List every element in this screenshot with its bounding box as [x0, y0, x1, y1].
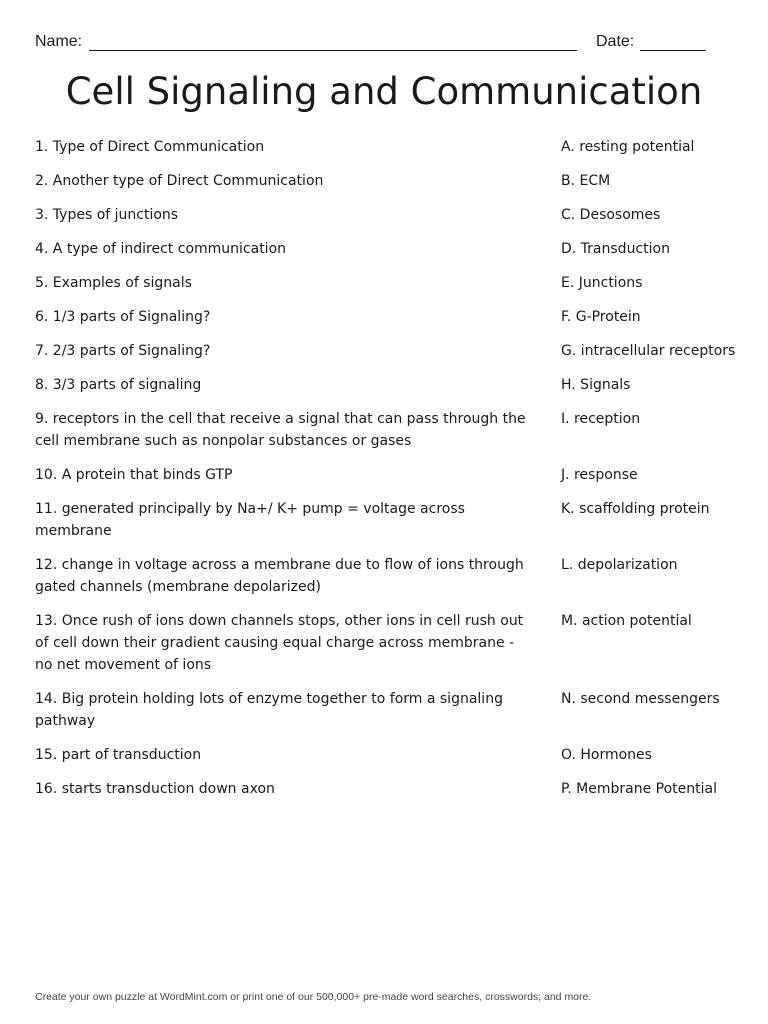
- answer-option: L. depolarization: [561, 557, 678, 573]
- matching-row: [35, 464, 755, 486]
- question-text: 1. Type of Direct Communication: [35, 139, 265, 155]
- matching-row: [35, 238, 755, 260]
- answer-option: C. Desosomes: [561, 207, 661, 223]
- answer-option: M. action potential: [561, 613, 692, 629]
- matching-row: [35, 306, 755, 328]
- answer-option: B. ECM: [561, 173, 611, 189]
- question-text: 7. 2/3 parts of Signaling?: [35, 343, 211, 359]
- date-blank-line: [640, 50, 706, 51]
- answer-option: J. response: [561, 467, 638, 483]
- matching-row: [35, 204, 755, 226]
- question-text: 3. Types of junctions: [35, 207, 179, 223]
- name-blank-line: [89, 50, 577, 51]
- question-text: 11. generated principally by Na+/ K+ pump = voltage across membrane: [35, 501, 465, 539]
- question-text: 13. Once rush of ions down channels stops, other ions in cell rush out of cell down their gradient causing equal charge across membrane - no net movement of ions: [35, 613, 524, 673]
- matching-row: [35, 744, 755, 766]
- matching-row: [35, 554, 755, 598]
- question-text: 14. Big protein holding lots of enzyme together to form a signaling pathway: [35, 691, 503, 729]
- matching-row: [35, 272, 755, 294]
- footer-note: Create your own puzzle at WordMint.com or print one of our 500,000+ pre-made word searches, crosswords, and more.: [35, 991, 592, 1003]
- question-text: 2. Another type of Direct Communication: [35, 173, 324, 189]
- matching-row: [35, 408, 755, 452]
- matching-row: [35, 688, 755, 732]
- question-text: 15. part of transduction: [35, 747, 202, 763]
- answer-option: O. Hormones: [561, 747, 652, 763]
- matching-row: [35, 170, 755, 192]
- matching-list: [35, 136, 755, 812]
- answer-option: I. reception: [561, 411, 641, 427]
- matching-row: [35, 374, 755, 396]
- answer-option: F. G-Protein: [561, 309, 641, 325]
- question-text: 5. Examples of signals: [35, 275, 192, 291]
- question-text: 4. A type of indirect communication: [35, 241, 287, 257]
- question-text: 8. 3/3 parts of signaling: [35, 377, 202, 393]
- worksheet-header: [35, 33, 715, 53]
- date-label: Date:: [596, 33, 635, 50]
- question-text: 10. A protein that binds GTP: [35, 467, 233, 483]
- answer-option: G. intracellular receptors: [561, 343, 736, 359]
- answer-option: K. scaffolding protein: [561, 501, 710, 517]
- matching-row: [35, 610, 755, 676]
- name-label: Name:: [35, 33, 83, 50]
- question-text: 6. 1/3 parts of Signaling?: [35, 309, 211, 325]
- question-text: 16. starts transduction down axon: [35, 781, 275, 797]
- answer-option: H. Signals: [561, 377, 631, 393]
- answer-option: P. Membrane Potential: [561, 781, 717, 797]
- answer-option: N. second messengers: [561, 691, 720, 707]
- question-text: 12. change in voltage across a membrane due to flow of ions through gated channels (membrane depolarized): [35, 557, 524, 595]
- matching-row: [35, 136, 755, 158]
- matching-row: [35, 340, 755, 362]
- answer-option: D. Transduction: [561, 241, 670, 257]
- matching-row: [35, 778, 755, 800]
- answer-option: E. Junctions: [561, 275, 643, 291]
- matching-row: [35, 498, 755, 542]
- page-title: Cell Signaling and Communication: [65, 70, 703, 113]
- answer-option: A. resting potential: [561, 139, 695, 155]
- question-text: 9. receptors in the cell that receive a signal that can pass through the cell membrane such as nonpolar substances or gases: [35, 411, 526, 449]
